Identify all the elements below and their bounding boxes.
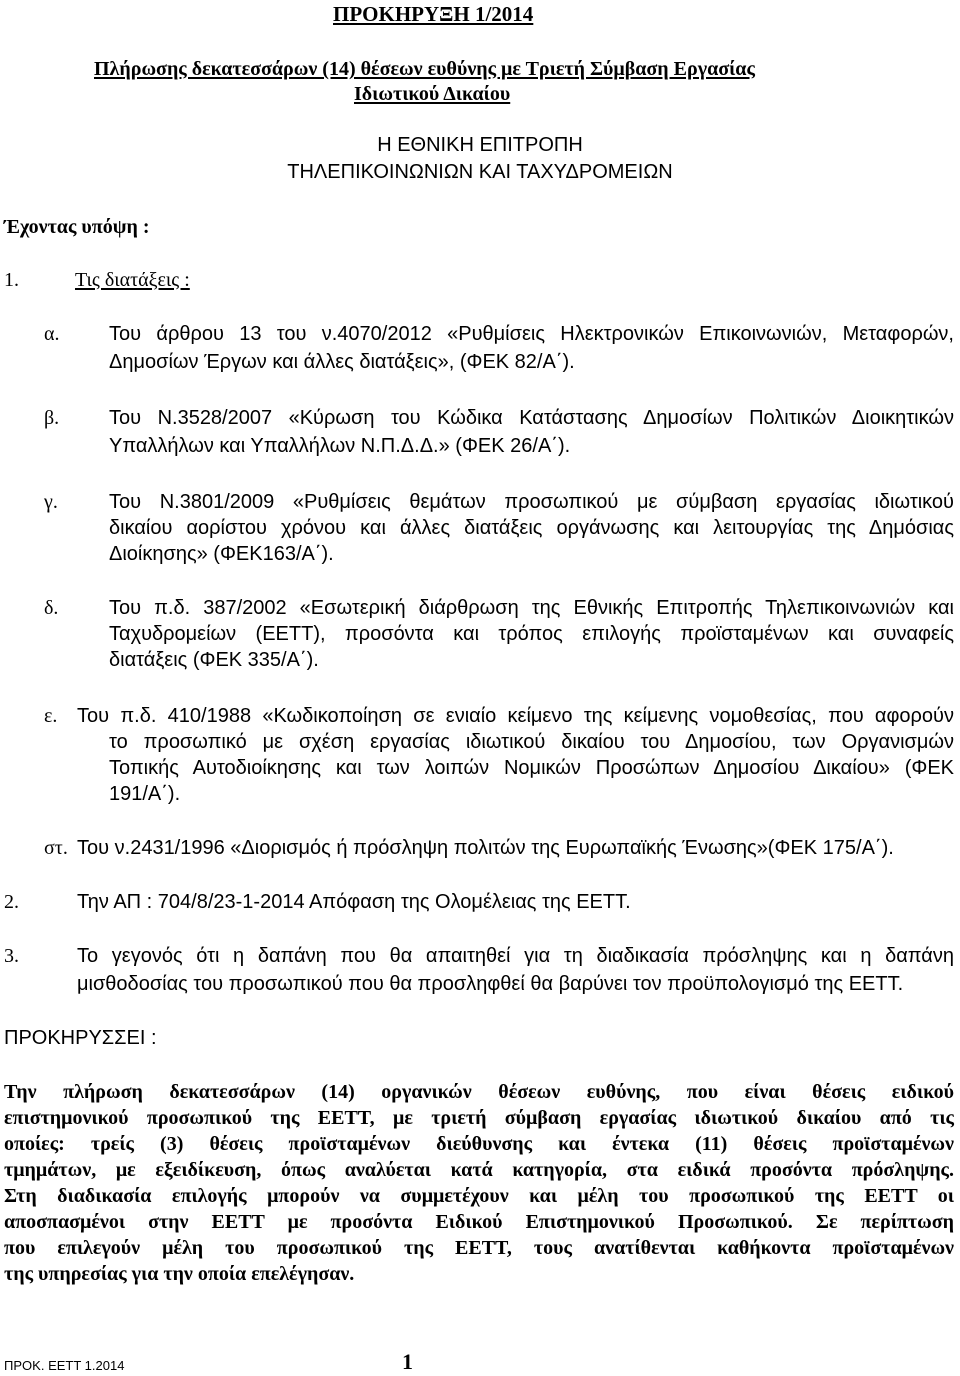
subtitle-line: Πλήρωσης δεκατεσσάρων (14) θέσεων ευθύνης με Τριετή Σύμβαση Εργασίας — [94, 58, 755, 80]
announcement-line: αποσπασμένοι στην ΕΕΤΤ με προσόντα Ειδικού Επιστημονικού Προσωπικού. Σε περίπτωση — [4, 1211, 954, 1233]
sub-item-text: το προσωπικό με σχέση εργασίας ιδιωτικού δικαίου του Δημοσίου, των Οργανισμών — [109, 731, 954, 753]
having-regard-heading: Έχοντας υπόψη : — [4, 216, 150, 238]
sub-item-text: Του ν.2431/1996 «Διορισμός ή πρόσληψη πολιτών της Ευρωπαϊκής Ένωσης»(ΦΕΚ 175/Α΄). — [77, 837, 894, 859]
footer-reference: ΠΡΟΚ. ΕΕΤΤ 1.2014 — [4, 1358, 125, 1373]
announcement-line: Στη διαδικασία επιλογής μπορούν να συμμετέχουν και μέλη του προσωπικού της ΕΕΤΤ οι — [4, 1185, 954, 1207]
sub-item-text: Ταχυδρομείων (ΕΕΤΤ), προσόντα και τρόπος επιλογής προϊσταμένων και συναφείς — [109, 623, 954, 645]
item-text: Το γεγονός ότι η δαπάνη που θα απαιτηθεί για τη διαδικασία πρόσληψης και η δαπάνη — [77, 945, 954, 967]
item-label: Τις διατάξεις : — [75, 269, 190, 291]
authority-name: ΤΗΛΕΠΙΚΟΙΝΩΝΙΩΝ ΚΑΙ ΤΑΧΥΔΡΟΜΕΙΩΝ — [287, 161, 673, 183]
announcement-line: Την πλήρωση δεκατεσσάρων (14) οργανικών θέσεων ευθύνης, που είναι θέσεις ειδικού — [4, 1081, 954, 1103]
sub-item-letter: α. — [44, 323, 60, 345]
sub-item-text: Του π.δ. 387/2002 «Εσωτερική διάρθρωση της Εθνικής Επιτροπής Τηλεπικοινωνιών και — [109, 597, 954, 619]
sub-item-text: δικαίου αορίστου χρόνου και άλλες διατάξεις οργάνωσης και λειτουργίας της Δημόσιας — [109, 517, 954, 539]
item-text: Την ΑΠ : 704/8/23-1-2014 Απόφαση της Ολομέλειας της ΕΕΤΤ. — [77, 891, 631, 913]
announcement-line: τμημάτων, με εξειδίκευση, όπως αναλύεται κατά κατηγορία, στα ειδικά προσόντα πρόσληψης. — [4, 1159, 954, 1181]
item-number: 2. — [4, 891, 19, 913]
sub-item-letter: στ. — [44, 837, 68, 859]
sub-item-text: Του άρθρου 13 του ν.4070/2012 «Ρυθμίσεις Ηλεκτρονικών Επικοινωνιών, Μεταφορών, — [109, 323, 954, 345]
announcement-line: της υπηρεσίας για την οποία επελέγησαν. — [4, 1263, 355, 1285]
proclaims-heading: ΠΡΟΚΗΡΥΣΣΕΙ : — [4, 1027, 157, 1049]
authority-name: Η ΕΘΝΙΚΗ ΕΠΙΤΡΟΠΗ — [377, 134, 583, 156]
sub-item-text: Του Ν.3528/2007 «Κύρωση του Κώδικα Κατάστασης Δημοσίων Πολιτικών Διοικητικών — [109, 407, 954, 429]
sub-item-text: διατάξεις (ΦΕΚ 335/Α΄). — [109, 649, 319, 671]
item-number: 1. — [4, 269, 19, 291]
announcement-line: που επιλεγούν μέλη του προσωπικού της ΕΕΤΤ, τους ανατίθενται καθήκοντα προϊσταμένων — [4, 1237, 954, 1259]
sub-item-text: 191/Α΄). — [109, 783, 181, 805]
announcement-line: επιστημονικού προσωπικού της ΕΕΤΤ, με τριετή σύμβαση εργασίας ιδιωτικού δικαίου από τις — [4, 1107, 954, 1129]
announcement-line: οποίες: τρείς (3) θέσεις προϊσταμένων διεύθυνσης και έντεκα (11) θέσεις προϊσταμένων — [4, 1133, 954, 1155]
item-text: μισθοδοσίας του προσωπικού που θα προσληφθεί θα βαρύνει τον προϋπολογισμό της ΕΕΤΤ. — [77, 973, 904, 995]
page-number: 1 — [402, 1349, 413, 1374]
sub-item-text: Διοίκησης» (ΦΕΚ163/Α΄). — [109, 543, 334, 565]
sub-item-text: Του Ν.3801/2009 «Ρυθμίσεις θεμάτων προσωπικού με σύμβαση εργασίας ιδιωτικού — [109, 491, 954, 513]
sub-item-letter: δ. — [44, 597, 59, 619]
sub-item-text: Υπαλλήλων και Υπαλλήλων Ν.Π.Δ.Δ.» (ΦΕΚ 26/Α΄). — [109, 435, 571, 457]
subtitle-line: Ιδιωτικού Δικαίου — [354, 83, 511, 105]
sub-item-letter: ε. — [44, 705, 58, 727]
sub-item-text: Του π.δ. 410/1988 «Κωδικοποίηση σε ενιαίο κείμενο της κείμενης νομοθεσίας, που αφορούν — [77, 705, 954, 727]
document-title: ΠΡΟΚΗΡΥΞΗ 1/2014 — [333, 2, 534, 26]
sub-item-letter: γ. — [44, 491, 58, 513]
item-number: 3. — [4, 945, 19, 967]
sub-item-letter: β. — [44, 407, 60, 429]
sub-item-text: Τοπικής Αυτοδιοίκησης και των λοιπών Νομικών Προσώπων Δημοσίου Δικαίου» (ΦΕΚ — [109, 757, 954, 779]
sub-item-text: Δημοσίων Έργων και άλλες διατάξεις», (ΦΕΚ 82/Α΄). — [109, 351, 575, 373]
